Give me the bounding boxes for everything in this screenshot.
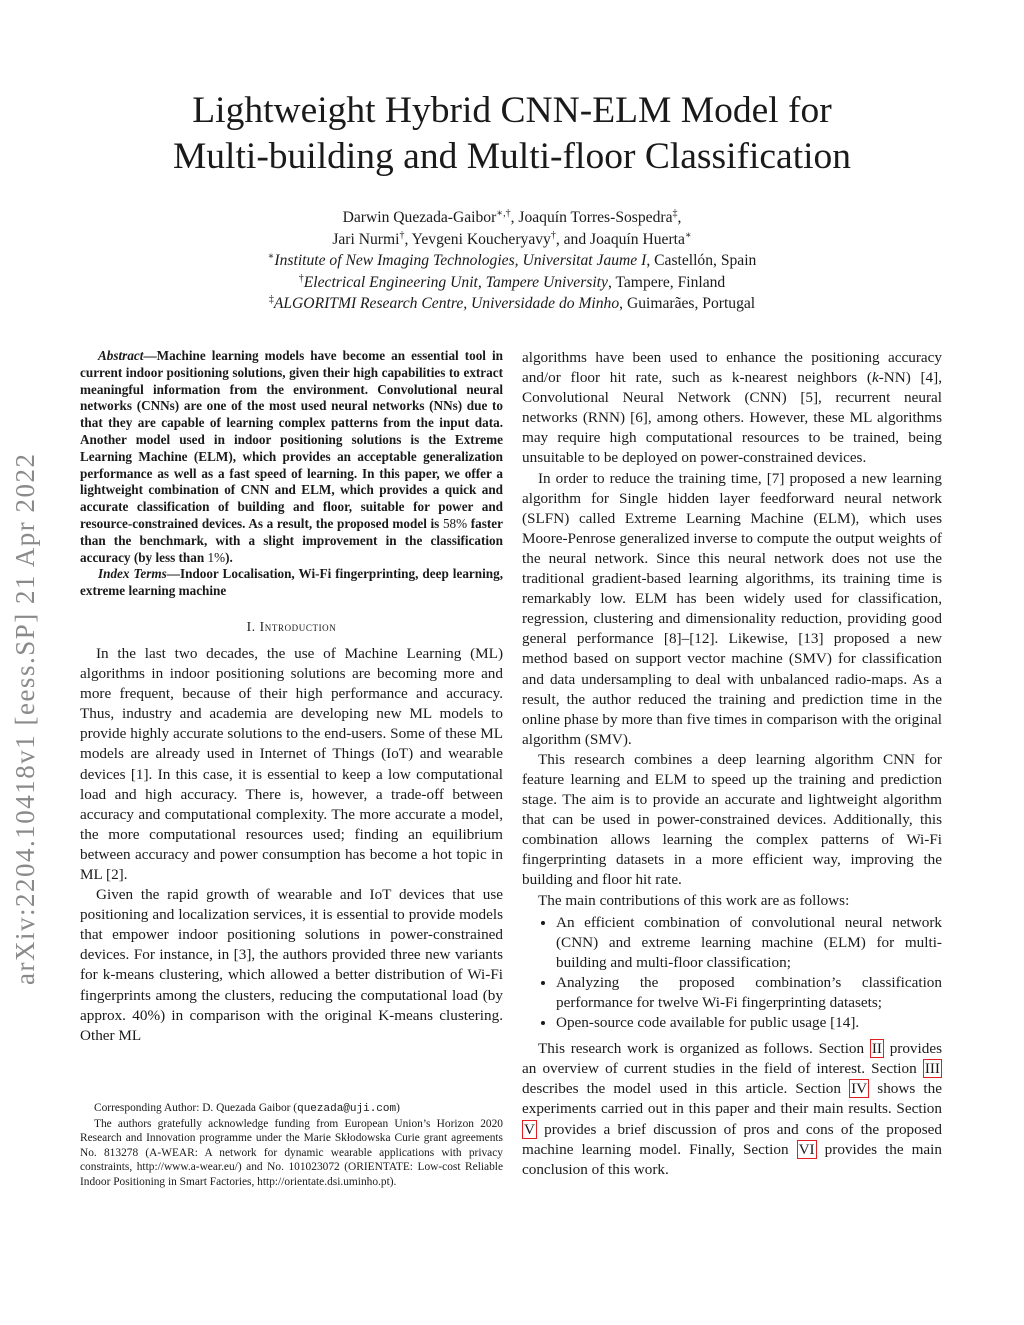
abstract-label: Abstract xyxy=(98,348,144,363)
paragraph-text: algorithms have been used to enhance the positioning accuracy and/or floor hit rate, such as k-nearest neighbors ( xyxy=(522,349,942,387)
paragraph-text: -NN) [4], Convolutional Neural Network (CNN) [5], recurrent neural networks (RNN) [6], among others. However, these ML algorithms may require high computational resources to be trained, being unsuitable to be deployed on power-constrained devices. xyxy=(522,369,943,467)
arxiv-side-stamp: arXiv:2204.10418v1 [eess.SP] 21 Apr 2022 xyxy=(10,452,40,985)
author-line-1 xyxy=(80,207,944,229)
author-mark: † xyxy=(399,229,405,241)
paper-title xyxy=(80,88,944,180)
footnote-corresponding-author xyxy=(80,1101,503,1117)
paragraph-text: ) in comparison with the original K-means clustering. Other ML xyxy=(80,1006,503,1044)
abstract-text: ). xyxy=(225,549,233,565)
separator: , xyxy=(677,209,682,226)
author-block xyxy=(80,207,944,315)
author-name: , Yevgeni Koucheryavy xyxy=(404,230,551,248)
affiliation-mark: ∗ xyxy=(267,250,275,262)
paragraph-text: provides an overview of current studies in the field of interest. Section xyxy=(522,1040,942,1078)
footnote-text: ) xyxy=(396,1102,400,1114)
list-item: • Open-source code available for public usage [14]. xyxy=(556,1013,942,1033)
abstract-percent: 58% xyxy=(442,515,468,531)
paragraph-text: provides the main conclusion of this work. xyxy=(522,1140,942,1178)
affiliation-institution: ALGORITMI Research Centre, Universidade do Minho xyxy=(273,295,620,312)
list-item: • An efficient combination of convolutional neural network (CNN) and extreme learning machine (ELM) for multi-building and multi-floor classification; xyxy=(556,913,942,973)
right-column xyxy=(522,348,942,1180)
section-link[interactable]: II xyxy=(871,1040,882,1058)
abstract-percent: 1% xyxy=(207,549,226,565)
section-link[interactable]: III xyxy=(924,1060,940,1078)
affiliation-1 xyxy=(80,250,944,272)
author-name: Jari Nurmi xyxy=(332,230,400,248)
paragraph: This research combines a deep learning algorithm CNN for feature learning and ELM to speed up the training and prediction stage. The aim is to provide an accurate and lightweight algorithm that can be used in power-constrained devices. Additionally, this combination allows learning the complex patterns of Wi-Fi fingerprinting datasets in a more efficient way, improving the building and floor hit rate. xyxy=(522,750,942,889)
affiliation-mark: ‡ xyxy=(268,293,274,305)
affiliation-2 xyxy=(80,272,944,294)
paragraph: In order to reduce the training time, [7] proposed a new learning algorithm for Single hidden layer feedforward neural network (SLFN) called Extreme Learning Machine (ELM), which uses Moore-Penrose generalized inverse to compute the output weights of the neural network. Since this neural network does not use the traditional gradient-based learning algorithms, its training time is remarkably low. ELM has been widely used for classification, regression, clustering and dimensionality reduction, providing good general performance [8]–[12]. Likewise, [13] proposed a new method based on support vector machine (SMV) for classification and data undersampling to deal with unbalanced radio-maps. As a result, the author reduced the training and prediction time in the online phase by more than five times in comparison with the original algorithm (SMV). xyxy=(522,469,942,748)
index-terms xyxy=(80,566,503,600)
index-terms-label: Index Terms xyxy=(98,566,167,582)
left-column xyxy=(80,348,503,1046)
author-name: Darwin Quezada-Gaibor xyxy=(342,209,497,226)
affiliation-location: , Guimarães, Portugal xyxy=(619,295,756,312)
abstract-text: faster than the benchmark, with a slight improvement in the classification accuracy (by less than xyxy=(80,515,503,565)
affiliation-location: , Tampere, Finland xyxy=(607,273,726,291)
paragraph xyxy=(522,1039,942,1180)
index-terms-text: —Indoor Localisation, Wi-Fi fingerprinting, deep learning, extreme learning machine xyxy=(80,566,503,599)
affiliation-mark: † xyxy=(298,272,304,284)
section-link[interactable]: IV xyxy=(851,1080,868,1098)
paragraph-text: shows the experiments carried out in this paper and their main results. Section xyxy=(522,1080,942,1118)
paragraph-percent: 40% xyxy=(132,1006,161,1024)
author-mark: † xyxy=(550,229,556,241)
section-heading-introduction: I. Introduction xyxy=(246,618,337,634)
math-k: k xyxy=(871,369,879,387)
author-email: quezada@uji.com xyxy=(297,1103,397,1115)
paragraph: The main contributions of this work are as follows: xyxy=(538,891,850,909)
affiliation-institution: Institute of New Imaging Technologies, Universitat Jaume I xyxy=(274,252,647,269)
author-mark: ∗,† xyxy=(496,207,511,219)
author-line-2 xyxy=(80,229,944,251)
paragraph-text: provides a brief discussion of pros and cons of the proposed machine learning model. Finally, Section xyxy=(522,1120,942,1158)
contributions-list xyxy=(522,913,942,1034)
paragraph: In the last two decades, the use of Machine Learning (ML) algorithms in indoor positioning solutions are becoming more and more frequent, because of their high performance and accuracy. Thus, industry and academia are developing new ML models to provide highly accurate solutions to the end-users. Some of these ML models are already used in Internet of Things (IoT) and wearable devices [1]. In this case, it is essential to keep a low computational load and high accuracy. There is, however, a trade-off between accuracy and computational complexity. The more accurate a model, the more computational resources used; finding an equilibrium between accuracy and power consumption has become a hot topic in ML [2]. xyxy=(80,644,503,883)
title-line-1: Lightweight Hybrid CNN-ELM Model for xyxy=(192,90,832,131)
section-link[interactable]: VI xyxy=(798,1140,815,1158)
abstract xyxy=(80,348,503,566)
abstract-text: —Machine learning models have become an essential tool in current indoor positioning solutions, given their high capabilities to extract meaningful information from the environment. Convolutional neural networks (CNNs) are one of the most used neural networks (NNs) due to that they are capable of learning complex patterns from the input data. Another model used in indoor positioning solutions is the Extreme Learning Machine (ELM), which provides an acceptable generalization performance as well as a fast speed of learning. In this paper, we offer a lightweight combination of CNN and ELM, which provides a quick and accurate classification of building and floor, suitable for power and resource-constrained devices. As a result, the proposed model is xyxy=(80,348,503,531)
section-link[interactable]: V xyxy=(524,1120,535,1138)
affiliation-location: , Castellón, Spain xyxy=(646,252,757,269)
author-mark: ∗ xyxy=(684,229,692,241)
affiliation-3 xyxy=(80,293,944,315)
paragraph xyxy=(80,885,503,1046)
paragraph-text: describes the model used in this article. Section xyxy=(522,1080,850,1098)
paragraph-text: Given the rapid growth of wearable and IoT devices that use positioning and localization services, it is essential to provide models that empower indoor positioning solutions in power-constrained devices. For instance, in [3], the authors provided three new variants for k-means clustering, which allowed a better distribution of Wi-Fi fingerprints among the clusters, reducing the computational load (by approx. xyxy=(80,886,503,1024)
author-name: , and Joaquín Huerta xyxy=(555,230,685,248)
title-line-2: Multi-building and Multi-floor Classification xyxy=(172,136,852,177)
footnotes xyxy=(80,1101,503,1189)
footnote-text: Corresponding Author: D. Quezada Gaibor ( xyxy=(94,1102,298,1114)
paragraph xyxy=(522,348,942,469)
footnote-funding: The authors gratefully acknowledge funding from European Union’s Horizon 2020 Research and Innovation programme under the Marie Skłodowska Curie grant agreements No. 813278 (A-WEAR: A network for dynamic wearable applications with privacy constraints, http://www.a-wear.eu/) and No. 101023072 (ORIENTATE: Low-cost Reliable Indoor Positioning in Smart Factories, http://orientate.dsi.uminho.pt). xyxy=(80,1117,503,1188)
list-item: • Analyzing the proposed combination’s classification performance for twelve Wi-Fi fingerprinting datasets; xyxy=(556,973,942,1013)
author-mark: ‡ xyxy=(672,207,678,219)
author-name: , Joaquín Torres-Sospedra xyxy=(510,209,673,226)
affiliation-institution: Electrical Engineering Unit, Tampere University xyxy=(303,273,608,291)
paragraph-text: This research work is organized as follows. Section xyxy=(538,1040,870,1058)
